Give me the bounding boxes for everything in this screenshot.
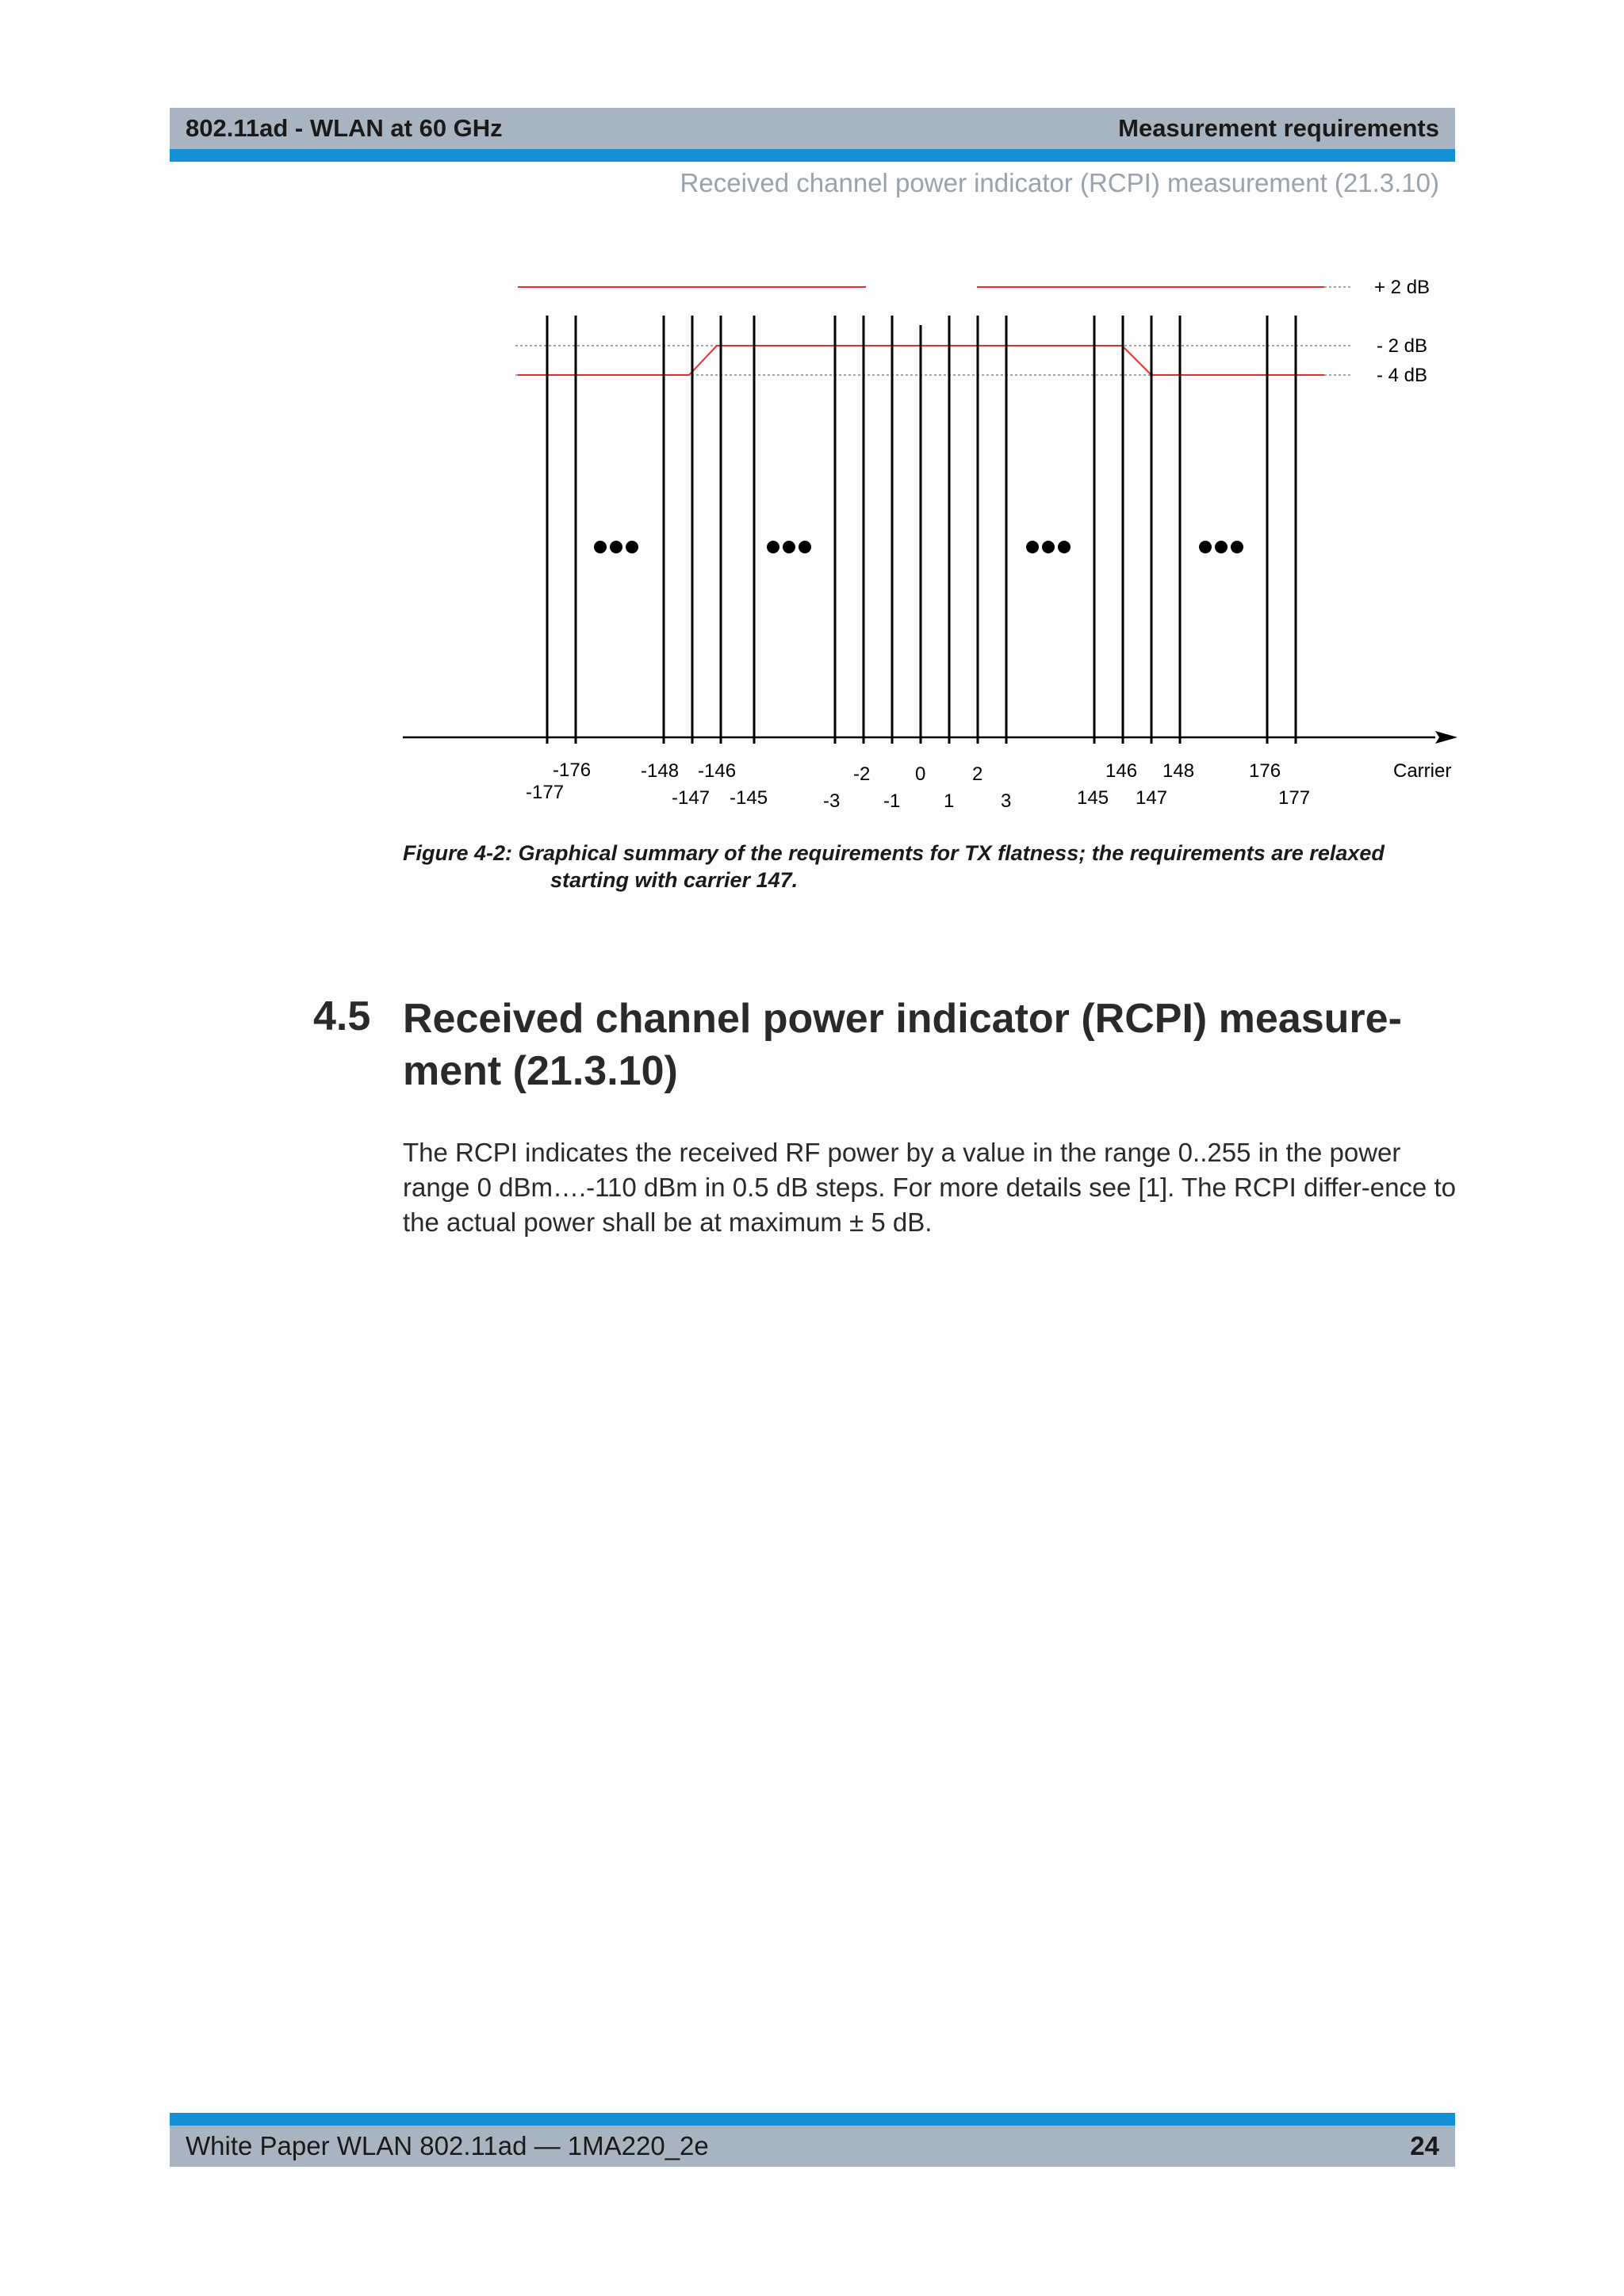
carrier-label: 2: [972, 763, 983, 785]
ellipsis-dot: [1199, 541, 1212, 553]
caption-line-2: starting with carrier 147.: [550, 868, 799, 892]
ellipsis-dot: [1215, 541, 1228, 553]
ellipsis-dot: [1042, 541, 1055, 553]
section-title: Received channel power indicator (RCPI) measure-ment (21.3.10): [403, 996, 1402, 1094]
footer-title: White Paper WLAN 802.11ad — 1MA220_2e: [186, 2131, 709, 2160]
x-axis-arrow: [1435, 731, 1457, 744]
carrier-label: 3: [1001, 790, 1012, 812]
carrier-label: 148: [1162, 760, 1195, 782]
header-rule: [170, 149, 1455, 162]
page-footer: [170, 2126, 1455, 2167]
figure-caption: [403, 840, 1450, 894]
carrier-label: 176: [1249, 760, 1281, 782]
ellipsis-dot: [610, 541, 622, 553]
footer-rule: [170, 2113, 1455, 2126]
db-label-plus2: + 2 dB: [1374, 277, 1431, 298]
ellipsis-dot: [767, 541, 779, 553]
ellipsis-dot: [594, 541, 607, 553]
carrier-label: 0: [915, 763, 926, 785]
carrier-label: -148: [641, 760, 680, 782]
carrier-label: 146: [1105, 760, 1138, 782]
ellipsis-dot: [1231, 541, 1243, 553]
tx-flatness-figure: [381, 254, 1483, 825]
carrier-label: -147: [672, 787, 710, 809]
carrier-label: 1: [944, 790, 955, 812]
caption-line-1: Figure 4-2: Graphical summary of the requirements for TX flatness; the requirements are relaxed: [403, 841, 1385, 865]
ellipsis-dot: [1026, 541, 1039, 553]
ellipsis-dot: [626, 541, 638, 553]
carrier-lines: [547, 316, 1296, 744]
page-header: [170, 108, 1455, 149]
db-label-minus4: - 4 dB: [1377, 365, 1428, 386]
header-right: Measurement requirements: [1118, 114, 1439, 142]
body-paragraph: The RCPI indicates the received RF power by a value in the range 0..255 in the power range 0 dBm….-110 dBm in 0.5 dB steps. For more details see [1]. The RCPI differ-ence to the actual power shall be at maximum ± 5 dB.: [403, 1138, 1456, 1237]
carrier-label: 177: [1278, 787, 1311, 809]
carrier-label: -2: [853, 763, 871, 785]
ellipsis-dot: [1058, 541, 1071, 553]
tx-flatness-diagram: [381, 254, 1483, 825]
carrier-label: 147: [1136, 787, 1168, 809]
db-label-minus2: - 2 dB: [1377, 335, 1428, 357]
carrier-label: 145: [1077, 787, 1109, 809]
carrier-label: -145: [730, 787, 768, 809]
carrier-label: -146: [698, 760, 737, 782]
carrier-label: -177: [526, 782, 565, 803]
header-left: 802.11ad - WLAN at 60 GHz: [186, 114, 503, 142]
carrier-label: -3: [823, 790, 841, 812]
section-number: 4.5: [313, 993, 371, 1039]
carrier-label: -1: [883, 790, 901, 812]
header-subtitle: Received channel power indicator (RCPI) measurement (21.3.10): [680, 168, 1439, 197]
carrier-label: -176: [553, 760, 592, 781]
page-number: 24: [1410, 2131, 1439, 2160]
x-axis-label: Carrier: [1393, 760, 1452, 782]
ellipsis-dot: [783, 541, 795, 553]
ellipsis-dot: [799, 541, 811, 553]
